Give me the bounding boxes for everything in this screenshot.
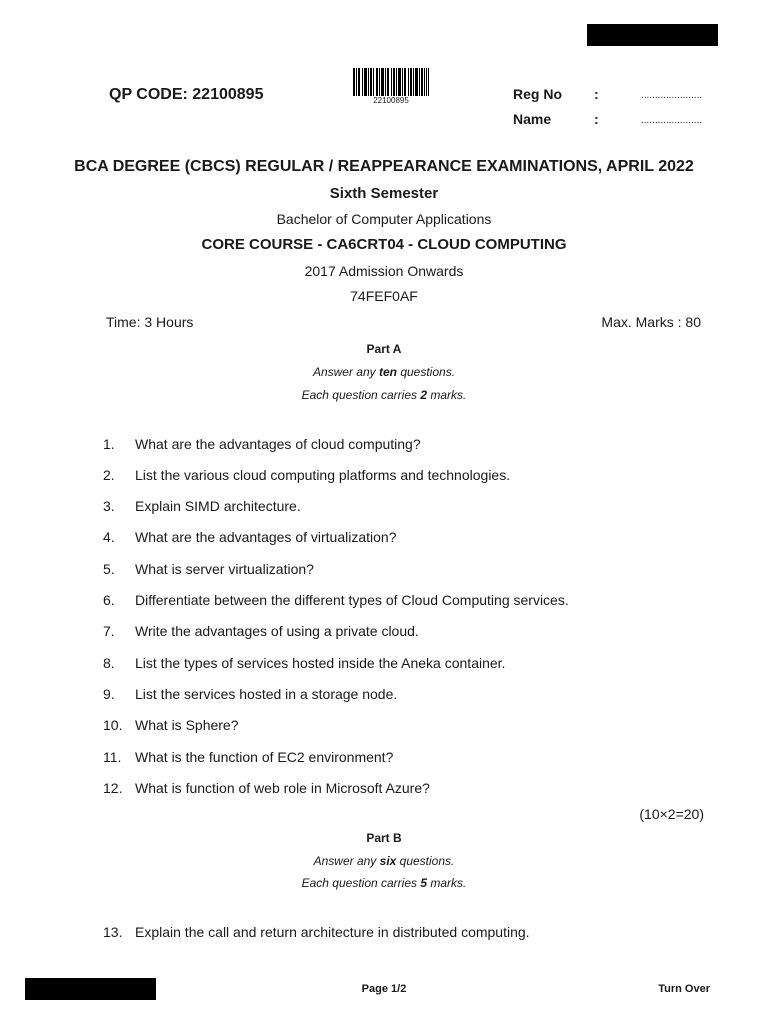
question-number: 1. (103, 436, 115, 452)
part-a-instruction-2: Each question carries 2 marks. (301, 388, 467, 402)
exam-title: BCA DEGREE (CBCS) REGULAR / REAPPEARANCE EXAMINATIONS, APRIL 2022 (74, 158, 694, 175)
name-blank: ...................... (641, 115, 703, 126)
name-colon: : (594, 111, 599, 127)
barcode-image (353, 68, 429, 96)
question-text: What is Sphere? (135, 717, 239, 733)
question-text: Explain the call and return architecture in distributed computing. (135, 924, 530, 940)
question-number: 6. (103, 592, 115, 608)
admission-note: 2017 Admission Onwards (304, 263, 464, 279)
question-text: What are the advantages of virtualization? (135, 529, 397, 545)
reg-no-label: Reg No (513, 86, 562, 102)
question-text: Write the advantages of using a private cloud. (135, 623, 419, 639)
semester: Sixth Semester (329, 185, 439, 202)
programme: Bachelor of Computer Applications (276, 211, 492, 227)
question-text: Explain SIMD architecture. (135, 498, 301, 514)
question-number: 9. (103, 686, 115, 702)
question-text: Differentiate between the different types of Cloud Computing services. (135, 592, 569, 608)
question-number: 3. (103, 498, 115, 514)
time-allowed: Time: 3 Hours (106, 314, 194, 330)
reg-no-blank: ...................... (641, 90, 703, 101)
question-number: 7. (103, 623, 115, 639)
page-number: Page 1/2 (361, 983, 407, 995)
part-a-marks-total: (10×2=20) (639, 806, 704, 822)
course-title: CORE COURSE - CA6CRT04 - CLOUD COMPUTING (201, 236, 567, 253)
part-b-title: Part B (366, 831, 402, 845)
part-b-instruction-1: Answer any six questions. (313, 854, 455, 868)
question-number: 11. (103, 749, 122, 765)
redaction-box-top (587, 24, 718, 46)
name-label: Name (513, 111, 552, 127)
paper-code: 74FEF0AF (350, 288, 418, 304)
reg-no-colon: : (594, 86, 599, 102)
part-b-instruction-2: Each question carries 5 marks. (301, 876, 467, 890)
question-text: What is function of web role in Microsoft Azure? (135, 780, 430, 796)
barcode-number: 22100895 (373, 96, 409, 105)
question-text: List the various cloud computing platforms and technologies. (135, 467, 511, 483)
question-text: What is server virtualization? (135, 561, 314, 577)
qp-code: QP CODE: 22100895 (109, 86, 264, 103)
max-marks: Max. Marks : 80 (601, 314, 701, 330)
question-number: 12. (103, 780, 123, 796)
turn-over-note: Turn Over (658, 983, 710, 995)
question-text: What are the advantages of cloud computing? (135, 436, 421, 452)
part-a-instruction-1: Answer any ten questions. (312, 365, 456, 379)
question-number: 13. (103, 924, 123, 940)
part-a-title: Part A (366, 342, 402, 356)
question-number: 10. (103, 717, 123, 733)
question-text: List the types of services hosted inside the Aneka container. (135, 655, 506, 671)
question-number: 5. (103, 561, 115, 577)
question-text: What is the function of EC2 environment? (135, 749, 394, 765)
question-text: List the services hosted in a storage node. (135, 686, 398, 702)
question-number: 2. (103, 467, 115, 483)
question-number: 4. (103, 529, 115, 545)
question-number: 8. (103, 655, 115, 671)
